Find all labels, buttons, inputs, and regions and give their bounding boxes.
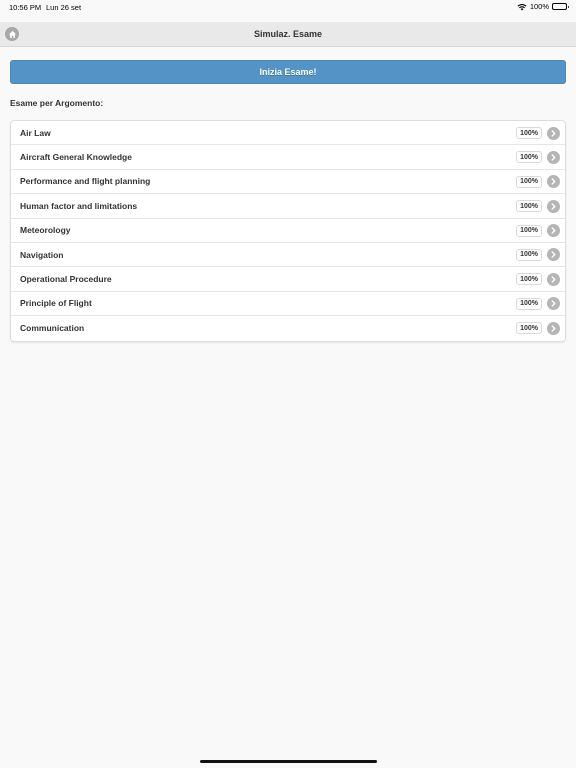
chevron-right-icon xyxy=(547,151,560,164)
battery-percent: 100% xyxy=(529,2,549,11)
chevron-right-icon xyxy=(547,248,560,261)
list-item-communication[interactable] xyxy=(11,316,565,340)
home-indicator[interactable] xyxy=(200,760,377,763)
chevron-right-icon xyxy=(547,200,560,213)
wifi-icon xyxy=(517,3,527,11)
list-item-label: Operational Procedure xyxy=(20,274,112,285)
list-item-principle-of-flight[interactable] xyxy=(11,292,565,316)
score-badge: 100% xyxy=(516,322,542,334)
list-item-meteorology[interactable] xyxy=(11,219,565,243)
list-item-label: Air Law xyxy=(20,127,51,138)
list-item-label: Human factor and limitations xyxy=(20,200,138,211)
list-item-label: Principle of Flight xyxy=(20,298,92,309)
start-exam-button[interactable]: Inizia Esame! xyxy=(10,60,566,84)
list-item-air-law[interactable] xyxy=(11,121,565,145)
list-item-performance-flight-planning[interactable] xyxy=(11,170,565,194)
score-badge: 100% xyxy=(516,176,542,188)
list-item-human-factor[interactable] xyxy=(11,194,565,218)
topic-list xyxy=(10,120,566,342)
list-item-label: Communication xyxy=(20,323,85,334)
list-item-label: Meteorology xyxy=(20,225,71,236)
score-badge: 100% xyxy=(516,151,542,163)
list-item-navigation[interactable] xyxy=(11,243,565,267)
chevron-right-icon xyxy=(547,297,560,310)
chevron-right-icon xyxy=(547,127,560,140)
chevron-right-icon xyxy=(547,273,560,286)
score-badge: 100% xyxy=(516,249,542,261)
list-item-label: Performance and flight planning xyxy=(20,176,151,187)
list-item-label: Navigation xyxy=(20,249,64,260)
status-date: Lun 26 set xyxy=(46,3,82,12)
header-bar xyxy=(0,22,576,47)
chevron-right-icon xyxy=(547,175,560,188)
score-badge: 100% xyxy=(516,273,542,285)
list-item-label: Aircraft General Knowledge xyxy=(20,152,132,163)
score-badge: 100% xyxy=(516,225,542,237)
status-time: 10:56 PM xyxy=(9,3,42,12)
status-indicators xyxy=(517,2,567,11)
score-badge: 100% xyxy=(516,200,542,212)
page-title: Simulaz. Esame xyxy=(253,29,323,39)
score-badge: 100% xyxy=(516,127,542,139)
chevron-right-icon xyxy=(547,322,560,335)
list-item-operational-procedure[interactable] xyxy=(11,267,565,291)
score-badge: 100% xyxy=(516,298,542,310)
list-item-aircraft-general-knowledge[interactable] xyxy=(11,145,565,169)
section-heading: Esame per Argomento: xyxy=(10,98,104,108)
battery-icon xyxy=(552,3,567,10)
status-bar xyxy=(0,0,576,15)
chevron-right-icon xyxy=(547,224,560,237)
